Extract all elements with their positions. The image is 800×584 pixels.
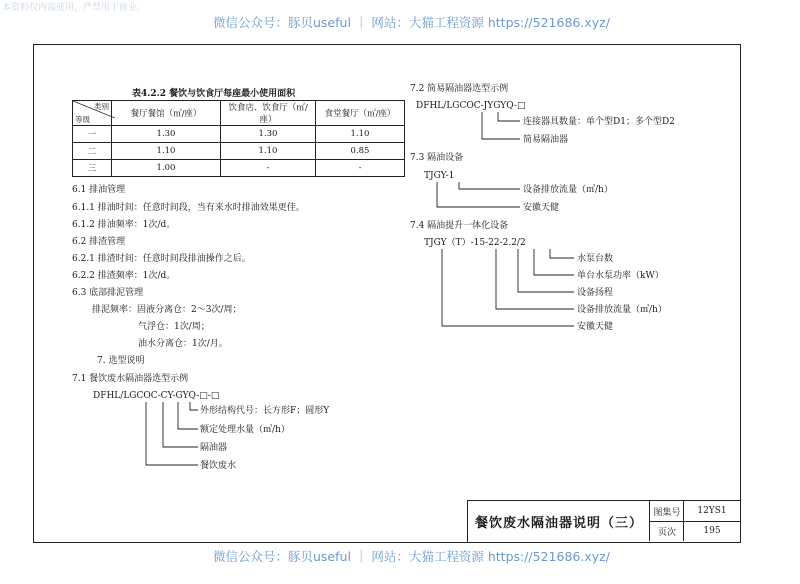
bottom-watermark: 微信公众号：豚贝useful ｜ 网站：大猫工程资源 https://521686.xyz/ [213, 549, 610, 564]
section-6-2-2: 6.2.2 排渣频率：1次/d。 [72, 271, 176, 281]
section-7: 7. 选型说明 [97, 356, 145, 366]
legend-7-4: 单台水泵功率（kW） [577, 271, 664, 281]
value-cell: 1.00 [112, 160, 221, 177]
legend-7-4: 设备扬程 [577, 288, 614, 298]
section-6-2-1: 6.2.1 排渣时间：任意时间段排油操作之后。 [72, 254, 251, 264]
value-cell: 0.85 [316, 143, 405, 160]
legend-7-3: 安徽天健 [523, 203, 560, 213]
legend-7-1: 隔油器 [200, 443, 228, 453]
section-7-4: 7.4 隔油提升一体化设备 [410, 221, 509, 231]
model-7-4: TJGY（T）-15-22-2.2/2 [424, 238, 526, 248]
drawing-title: 餐饮废水隔油器说明（三） [467, 500, 650, 542]
section-6-1-2: 6.1.2 排油频率：1次/d。 [72, 220, 176, 230]
section-7-1: 7.1 餐饮废水隔油器选型示例 [72, 374, 189, 384]
legend-7-1: 餐饮废水 [200, 461, 237, 471]
section-7-2: 7.2 简易隔油器选型示例 [410, 84, 509, 94]
value-cell: - [221, 160, 316, 177]
legend-7-2: 连接器具数量：单个型D1；多个型D2 [523, 117, 675, 127]
grade-cell: 二 [73, 143, 112, 160]
legend-7-4: 水泵台数 [577, 254, 614, 264]
value-cell: 1.10 [316, 126, 405, 143]
col-header: 餐厅餐馆（㎡/座） [112, 101, 221, 126]
title-block [467, 500, 739, 542]
legend-7-4: 安徽天健 [577, 322, 614, 332]
corner-watermark: 本资料仅内部使用，严禁用于商业。 [2, 3, 147, 13]
head-grade: 等级 [75, 115, 90, 124]
head-type: 类别 [94, 102, 109, 111]
value-cell: 1.10 [221, 143, 316, 160]
value-cell: 1.30 [112, 126, 221, 143]
grade-cell: 一 [73, 126, 112, 143]
page-label: 页次 [649, 521, 684, 541]
col-header: 饮食店、饮食厅（㎡/座） [221, 101, 316, 126]
legend-7-1: 外形结构代号：长方形F；圆形Y [200, 406, 330, 416]
top-watermark: 微信公众号：豚贝useful ｜ 网站：大猫工程资源 https://521686.xyz/ [213, 15, 610, 30]
section-6-2: 6.2 排渣管理 [72, 237, 126, 247]
model-7-1: DFHL/LGCOC-CY-GYQ-□-□ [93, 391, 220, 401]
value-cell: 1.10 [112, 143, 221, 160]
mud-frequency-3: 油水分离仓：1次/月。 [138, 339, 228, 349]
legend-7-4: 设备排放流量（㎥/h） [577, 305, 667, 315]
value-cell: 1.30 [221, 126, 316, 143]
legend-7-2: 简易隔油器 [523, 135, 569, 145]
section-6-1: 6.1 排油管理 [72, 185, 126, 195]
grade-cell: 三 [73, 160, 112, 177]
col-header: 食堂餐厅（㎡/座） [316, 101, 405, 126]
mud-frequency-2: 气浮仓：1次/周； [138, 322, 210, 332]
page-value: 195 [683, 521, 740, 541]
legend-7-1: 额定处理水量（㎥/h） [200, 425, 290, 435]
section-6-1-1: 6.1.1 排油时间：任意时间段，当有来水时排油效果更佳。 [72, 203, 305, 213]
section-6-3: 6.3 底部排泥管理 [72, 288, 144, 298]
mud-frequency-1: 排泥频率：固液分离仓：2～3次/周； [92, 305, 242, 315]
legend-7-3: 设备排放流量（㎥/h） [523, 185, 613, 195]
atlas-value: 12YS1 [683, 500, 740, 522]
table-title: 表4.2.2 餐饮与饮食厅每座最小使用面积 [132, 89, 296, 99]
model-7-3: TJGY-1 [424, 171, 455, 181]
atlas-label: 图集号 [649, 500, 684, 522]
value-cell: - [316, 160, 405, 177]
model-7-2: DFHL/LGCOC-JYGYQ-□ [416, 101, 526, 111]
section-7-3: 7.3 隔油设备 [410, 153, 464, 163]
